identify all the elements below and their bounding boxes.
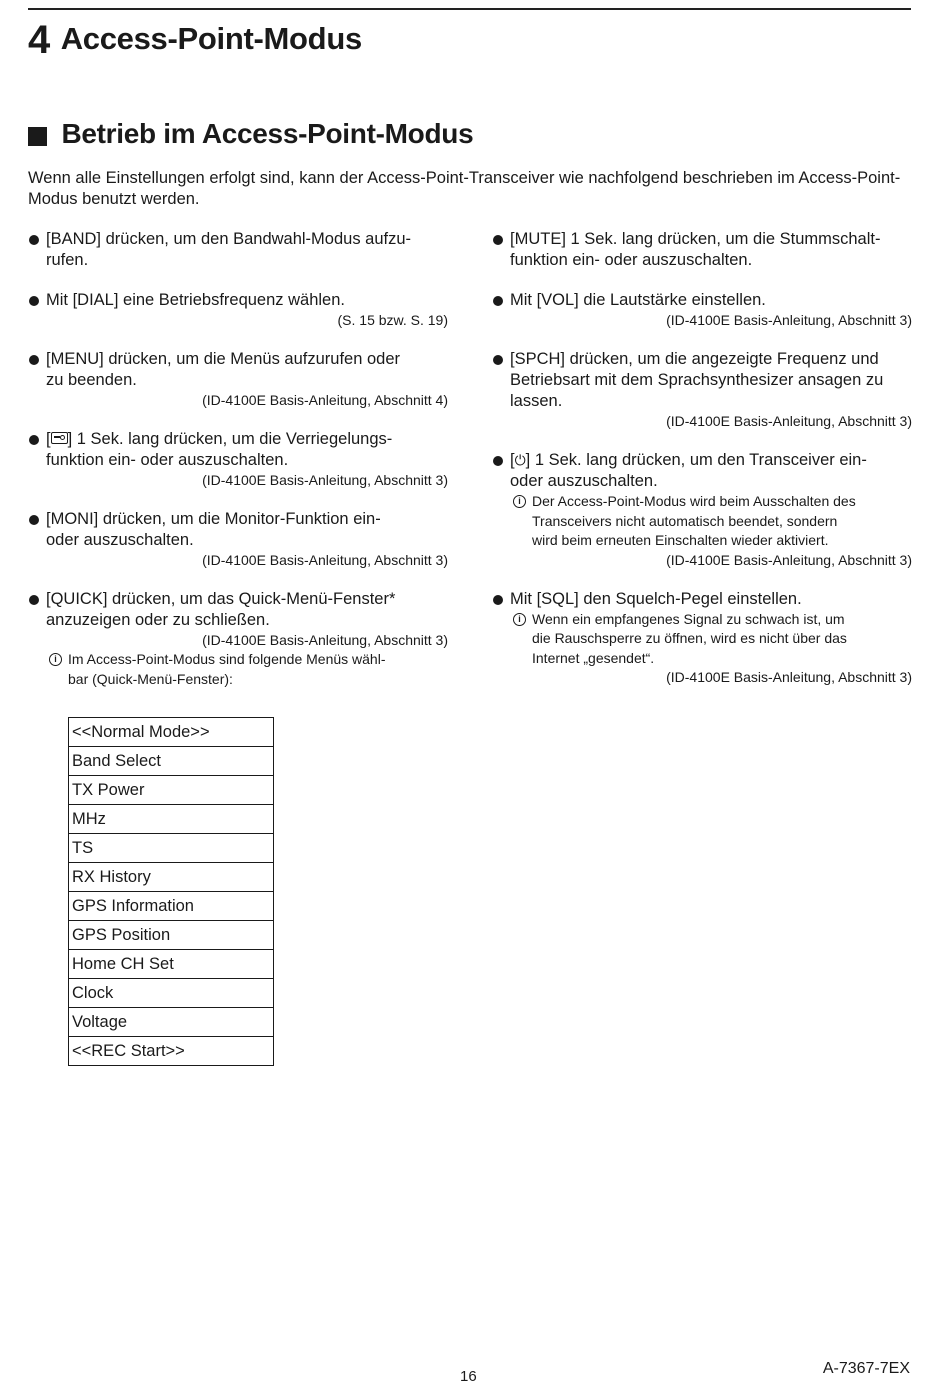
list-item-dial: Mit [DIAL] eine Betriebsfrequenz wählen. (S. 15 bzw. S. 19) (28, 290, 448, 330)
reference-text: (ID-4100E Basis-Anleitung, Abschnitt 4) (202, 392, 448, 408)
bullet-icon (29, 296, 39, 306)
info-icon: i (513, 613, 526, 626)
bullet-icon (493, 355, 503, 365)
table-row: GPS Information (69, 892, 274, 921)
page-number: 16 (460, 1368, 477, 1385)
table-row: <<Normal Mode>> (69, 718, 274, 747)
square-bullet-icon (28, 127, 47, 146)
key-lock-icon (51, 432, 68, 444)
table-row: TX Power (69, 776, 274, 805)
reference-text: (ID-4100E Basis-Anleitung, Abschnitt 3) (666, 413, 912, 429)
reference-text: (ID-4100E Basis-Anleitung, Abschnitt 3) (666, 669, 912, 685)
chapter-number: 4 (28, 18, 51, 62)
reference-text: (ID-4100E Basis-Anleitung, Abschnitt 3) (666, 551, 912, 568)
quick-menu-table (68, 717, 274, 1066)
section-title: Betrieb im Access-Point-Modus (61, 118, 474, 149)
bullet-icon (29, 235, 39, 245)
right-column (492, 229, 912, 687)
left-column (28, 229, 448, 689)
reference-text: (ID-4100E Basis-Anleitung, Abschnitt 3) (202, 472, 448, 488)
list-item-spch: [SPCH] drücken, um die angezeigte Frequenz und Betriebsart mit dem Sprachsynthesizer ansagen zu lassen. (ID-4100E Basis-Anleitung, Abschnitt 3) (492, 349, 912, 431)
table-row: TS (69, 834, 274, 863)
list-item-menu: [MENU] drücken, um die Menüs aufzurufen oder zu beenden. (ID-4100E Basis-Anleitung, Abschnitt 4) (28, 349, 448, 410)
section-heading (28, 118, 473, 150)
table-row: <<REC Start>> (69, 1037, 274, 1066)
bullet-icon (29, 595, 39, 605)
reference-text: (ID-4100E Basis-Anleitung, Abschnitt 3) (202, 552, 448, 568)
bullet-icon (29, 355, 39, 365)
power-icon: ⏻ (514, 452, 526, 468)
table-row: GPS Position (69, 921, 274, 950)
info-note: i Der Access-Point-Modus wird beim Ausschalten des Transceivers nicht automatisch beendet, sondern wird beim erneuten Einschalten wieder aktiviert. (510, 492, 912, 551)
table-row: Band Select (69, 747, 274, 776)
table-row: MHz (69, 805, 274, 834)
list-item-mute: [MUTE] 1 Sek. lang drücken, um die Stummschalt- funktion ein- oder auszuschalten. (492, 229, 912, 271)
bullet-icon (29, 515, 39, 525)
list-item-moni: [MONI] drücken, um die Monitor-Funktion ein- oder auszuschalten. (ID-4100E Basis-Anleitung, Abschnitt 3) (28, 509, 448, 570)
reference-text: (ID-4100E Basis-Anleitung, Abschnitt 3) (202, 632, 448, 648)
chapter-heading (28, 14, 362, 62)
top-rule (28, 8, 911, 10)
bullet-icon (29, 435, 39, 445)
table-row: Clock (69, 979, 274, 1008)
info-note: i Wenn ein empfangenes Signal zu schwach ist, um die Rauschsperre zu öffnen, wird es nicht über das Internet „gesendet“. (510, 610, 912, 669)
list-item-power: [⏻] 1 Sek. lang drücken, um den Transceiver ein- oder auszuschalten. i Der Access-Point-Modus wird beim Ausschalten des Transceivers nicht automatisch beendet, sondern wird beim erneuten Einschalten wieder aktiviert. (ID-4100E Basis-Anleitung, Abschnitt 3) (492, 450, 912, 570)
reference-text: (ID-4100E Basis-Anleitung, Abschnitt 3) (666, 312, 912, 328)
info-icon: i (513, 495, 526, 508)
list-item-lock: [ ] 1 Sek. lang drücken, um die Verriegelungs- funktion ein- oder auszuschalten. (ID-4100E Basis-Anleitung, Abschnitt 3) (28, 429, 448, 490)
info-icon: i (49, 653, 62, 666)
table-row: Voltage (69, 1008, 274, 1037)
list-item-band: [BAND] drücken, um den Bandwahl-Modus aufzu- rufen. (28, 229, 448, 271)
chapter-title: Access-Point-Modus (60, 21, 362, 56)
bullet-icon (493, 595, 503, 605)
bullet-icon (493, 456, 503, 466)
document-code: A-7367-7EX (822, 1360, 910, 1377)
list-item-quick: [QUICK] drücken, um das Quick-Menü-Fenster* anzuzeigen oder zu schließen. (ID-4100E Basis-Anleitung, Abschnitt 3) i Im Access-Point-Modus sind folgende Menüs wähl- bar (Quick-Menü-Fenster): (28, 589, 448, 689)
list-item-sql: Mit [SQL] den Squelch-Pegel einstellen. i Wenn ein empfangenes Signal zu schwach ist, um die Rauschsperre zu öffnen, wird es nicht über das Internet „gesendet“. (ID-4100E Basis-Anleitung, Abschnitt 3) (492, 589, 912, 688)
bullet-icon (493, 235, 503, 245)
intro-paragraph: Wenn alle Einstellungen erfolgt sind, kann der Access-Point-Transceiver wie nachfolgend beschrieben im Access-Point-Modus benutzt werden. (28, 169, 901, 208)
table-row: Home CH Set (69, 950, 274, 979)
list-item-vol: Mit [VOL] die Lautstärke einstellen. (ID-4100E Basis-Anleitung, Abschnitt 3) (492, 290, 912, 330)
bullet-icon (493, 296, 503, 306)
info-note: i Im Access-Point-Modus sind folgende Menüs wähl- bar (Quick-Menü-Fenster): (46, 650, 448, 689)
table-row: RX History (69, 863, 274, 892)
reference-text: (S. 15 bzw. S. 19) (337, 312, 448, 328)
